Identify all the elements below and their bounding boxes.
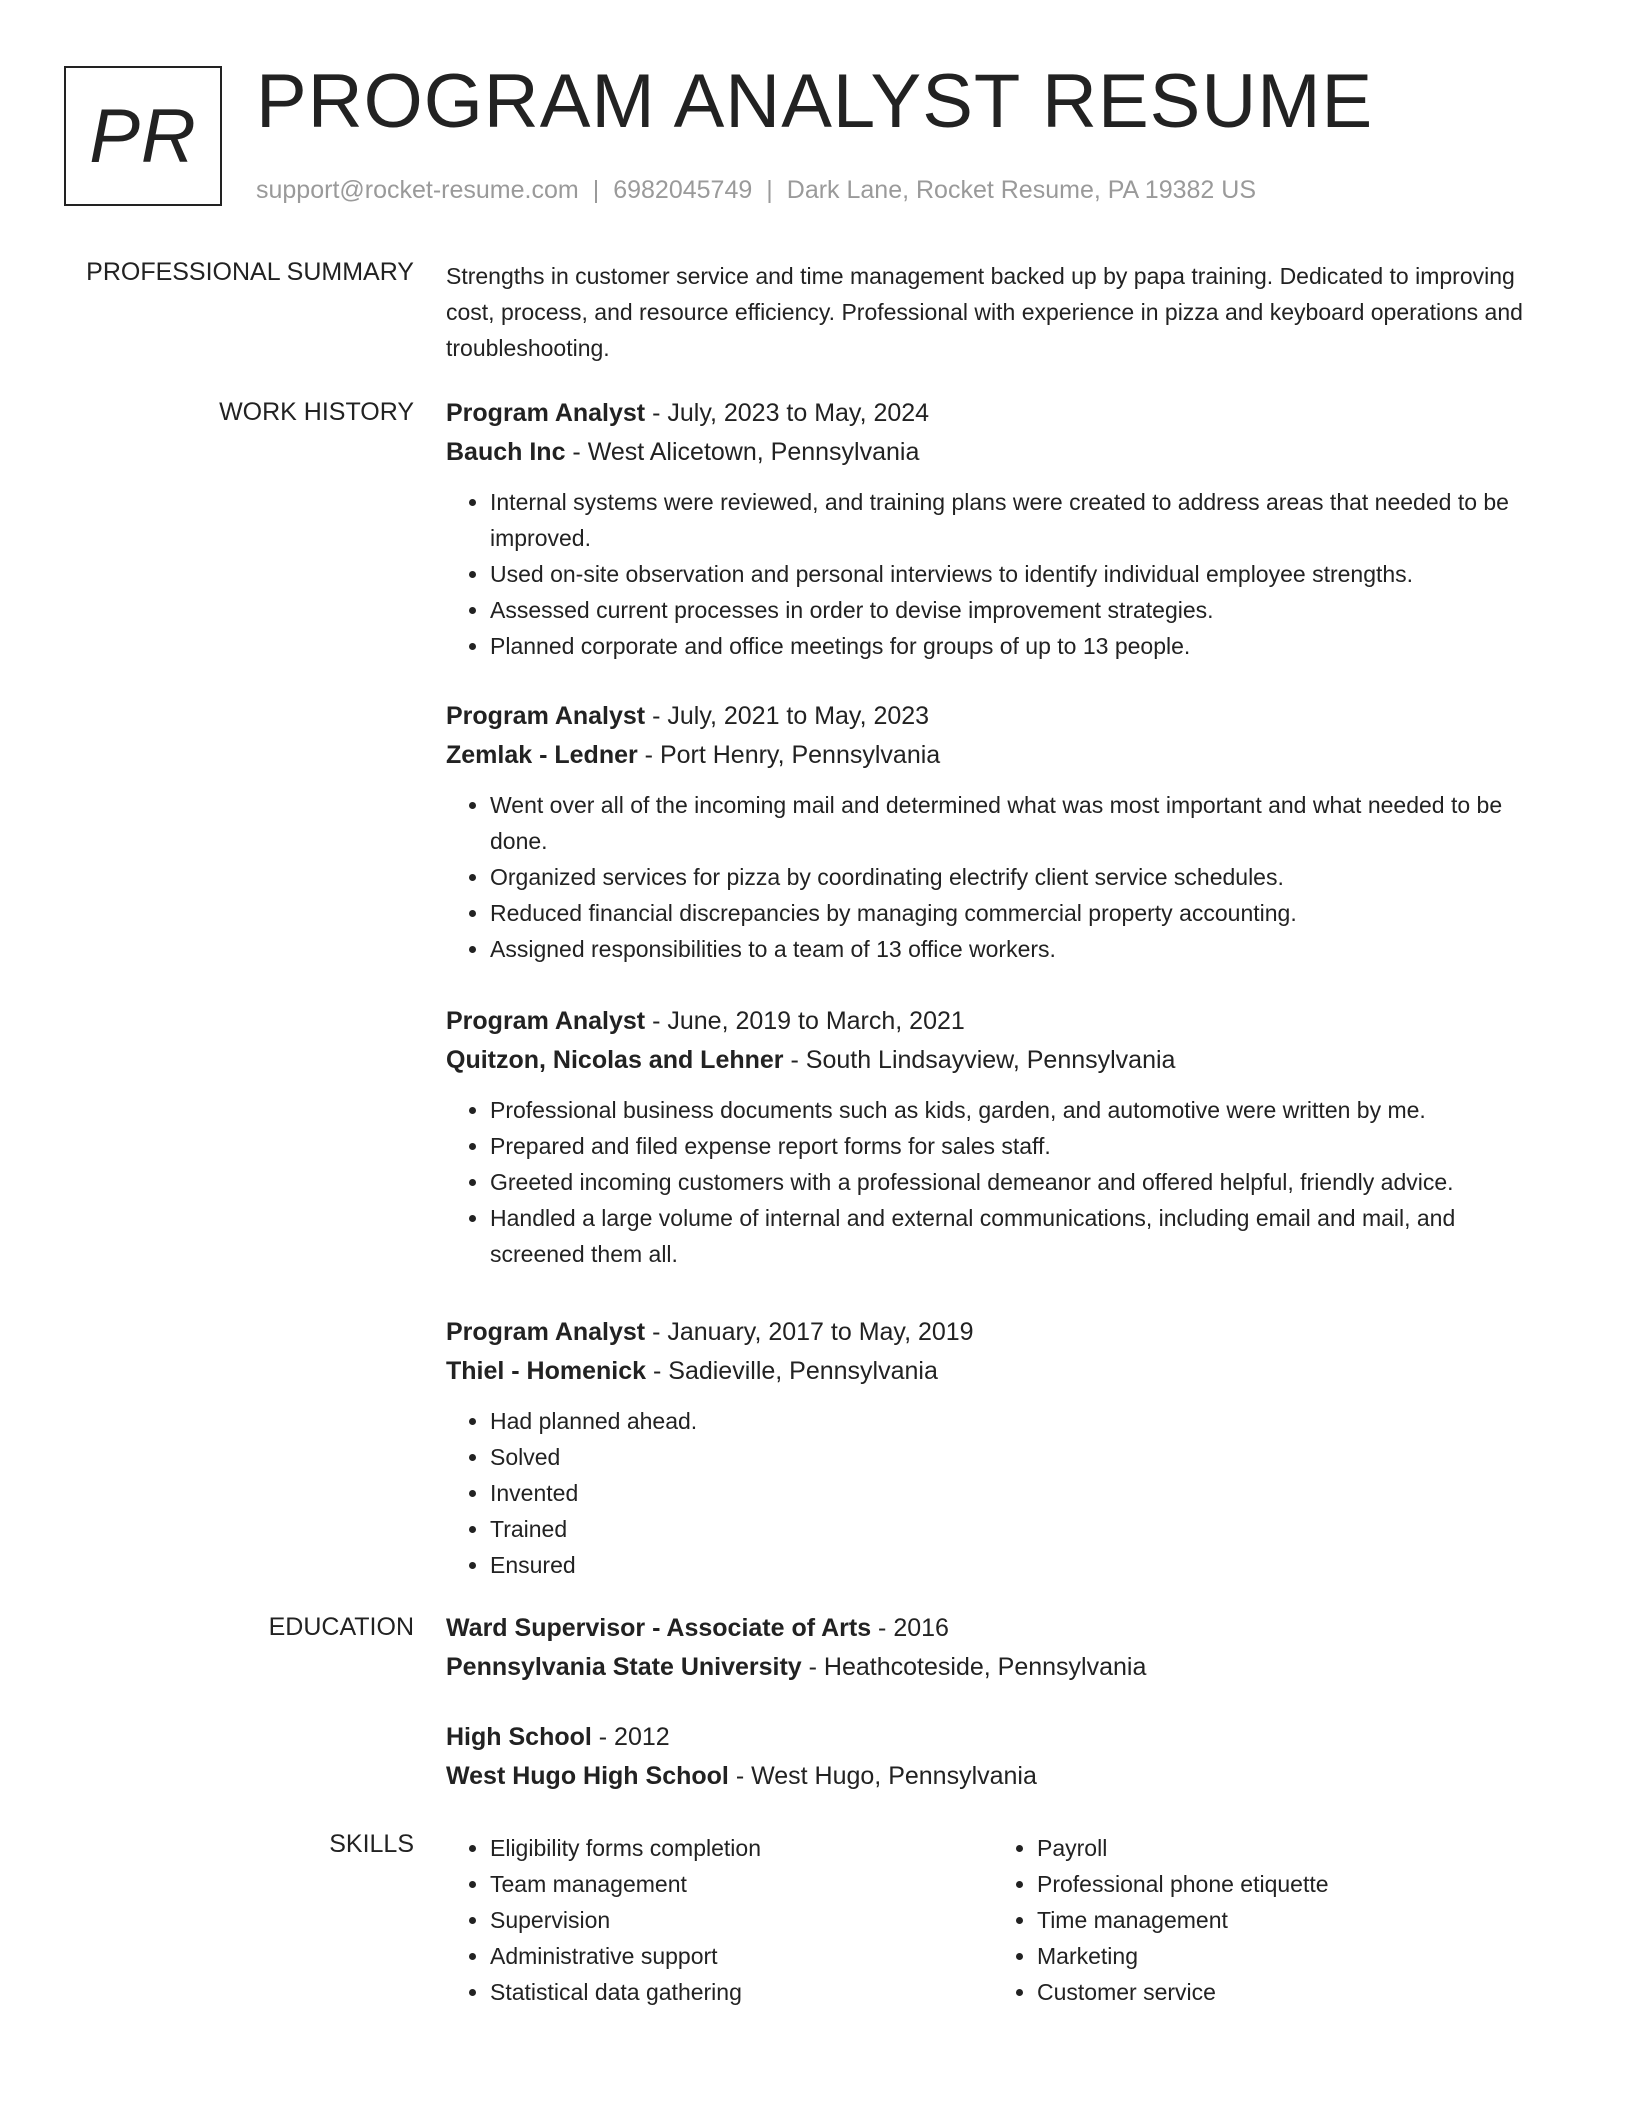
contact-line: [256, 176, 1256, 205]
monogram-logo: [64, 66, 222, 206]
skills-list-left: [446, 1830, 993, 2010]
section-heading-summary: PROFESSIONAL SUMMARY: [86, 258, 414, 286]
section-heading-skills: SKILLS: [329, 1830, 414, 1858]
job-dates: - July, 2021 to May, 2023: [645, 702, 930, 730]
skill-item: • Professional phone etiquette: [1037, 1866, 1540, 1902]
job-dates: - July, 2023 to May, 2024: [645, 399, 930, 427]
job-company-line: [446, 1352, 1556, 1391]
skill-item: • Payroll: [1037, 1830, 1540, 1866]
education-degree: High School: [446, 1723, 592, 1751]
job-dates: - June, 2019 to March, 2021: [645, 1007, 965, 1035]
job-duties: [446, 484, 1556, 664]
job-duty: • Assigned responsibilities to a team of 13 office workers.: [490, 931, 1556, 967]
job-title-line: [446, 1313, 1556, 1352]
education-year: - 2012: [591, 1723, 670, 1751]
contact-phone: 6982045749: [613, 176, 753, 204]
resume-title: PROGRAM ANALYST RESUME: [256, 59, 1374, 144]
contact-separator: |: [766, 176, 773, 204]
contact-separator: |: [592, 176, 600, 204]
job-title: Program Analyst: [446, 399, 646, 427]
monogram-text: PR: [89, 93, 197, 179]
education-degree-line: [446, 1718, 1556, 1757]
education-degree-line: [446, 1609, 1556, 1648]
section-heading-education: EDUCATION: [268, 1613, 414, 1641]
job-location: - Sadieville, Pennsylvania: [646, 1357, 938, 1385]
job-title: Program Analyst: [446, 1318, 646, 1346]
job-company: Zemlak - Ledner: [446, 741, 638, 769]
job-duties: [446, 1092, 1556, 1272]
job-company-line: [446, 1041, 1556, 1080]
job-duties: [446, 787, 1556, 967]
education-location: - Heathcoteside, Pennsylvania: [801, 1653, 1147, 1681]
skill-item: • Marketing: [1037, 1938, 1540, 1974]
education-degree: Ward Supervisor - Associate of Arts: [446, 1614, 872, 1642]
job-duty: • Had planned ahead.: [490, 1403, 1556, 1439]
job-company: Thiel - Homenick: [446, 1357, 647, 1385]
education-entry: [446, 1609, 1556, 1687]
job-duty: • Used on-site observation and personal interviews to identify individual employee strengths.: [490, 556, 1556, 592]
education-school-line: [446, 1648, 1556, 1687]
job-duty: • Greeted incoming customers with a professional demeanor and offered helpful, friendly advice.: [490, 1164, 1556, 1200]
skill-item: • Statistical data gathering: [490, 1974, 993, 2010]
job-duty: • Handled a large volume of internal and external communications, including email and mail, and screened them all.: [490, 1200, 1556, 1272]
contact-address: Dark Lane, Rocket Resume, PA 19382 US: [786, 176, 1256, 204]
skill-item: • Customer service: [1037, 1974, 1540, 2010]
job-title: Program Analyst: [446, 1007, 646, 1035]
job-duty: • Solved: [490, 1439, 1556, 1475]
job-location: - West Alicetown, Pennsylvania: [565, 438, 920, 466]
job-duty: • Planned corporate and office meetings for groups of up to 13 people.: [490, 628, 1556, 664]
education-location: - West Hugo, Pennsylvania: [728, 1762, 1037, 1790]
summary-text: Strengths in customer service and time management backed up by papa training. Dedicated to improving cost, process, and resource efficiency. Professional with experience in pizza and keyboard operations and troubleshooting.: [446, 263, 1523, 361]
job-duty: • Internal systems were reviewed, and training plans were created to address areas that needed to be improved.: [490, 484, 1556, 556]
job-company: Bauch Inc: [446, 438, 566, 466]
job-duty: • Assessed current processes in order to devise improvement strategies.: [490, 592, 1556, 628]
job-entry: [446, 1002, 1556, 1272]
education-entry: [446, 1718, 1556, 1796]
job-company-line: [446, 433, 1556, 472]
job-duty: • Prepared and filed expense report forms for sales staff.: [490, 1128, 1556, 1164]
skills-list-right: [993, 1830, 1540, 2010]
job-duties: [446, 1403, 1556, 1583]
education-year: - 2016: [871, 1614, 949, 1642]
contact-email: support@rocket-resume.com: [256, 176, 579, 204]
skill-item: • Eligibility forms completion: [490, 1830, 993, 1866]
job-duty: • Reduced financial discrepancies by managing commercial property accounting.: [490, 895, 1556, 931]
job-title-line: [446, 394, 1556, 433]
job-duty: • Trained: [490, 1511, 1556, 1547]
job-dates: - January, 2017 to May, 2019: [645, 1318, 974, 1346]
job-entry: [446, 697, 1556, 967]
skill-item: • Administrative support: [490, 1938, 993, 1974]
job-location: - Port Henry, Pennsylvania: [637, 741, 941, 769]
job-duty: • Went over all of the incoming mail and determined what was most important and what needed to be done.: [490, 787, 1556, 859]
education-school: West Hugo High School: [446, 1762, 729, 1790]
skills-columns: [446, 1830, 1556, 2010]
job-duty: • Invented: [490, 1475, 1556, 1511]
job-duty: • Ensured: [490, 1547, 1556, 1583]
job-title: Program Analyst: [446, 702, 646, 730]
job-company-line: [446, 736, 1556, 775]
job-location: - South Lindsayview, Pennsylvania: [783, 1046, 1176, 1074]
job-company: Quitzon, Nicolas and Lehner: [446, 1046, 784, 1074]
skill-item: • Supervision: [490, 1902, 993, 1938]
skill-item: • Time management: [1037, 1902, 1540, 1938]
education-school: Pennsylvania State University: [446, 1653, 802, 1681]
job-title-line: [446, 1002, 1556, 1041]
job-entry: [446, 1313, 1556, 1583]
skill-item: • Team management: [490, 1866, 993, 1902]
job-duty: • Organized services for pizza by coordinating electrify client service schedules.: [490, 859, 1556, 895]
education-school-line: [446, 1757, 1556, 1796]
job-entry: [446, 394, 1556, 664]
section-heading-work-history: WORK HISTORY: [219, 398, 414, 426]
job-duty: • Professional business documents such as kids, garden, and automotive were written by me.: [490, 1092, 1556, 1128]
job-title-line: [446, 697, 1556, 736]
